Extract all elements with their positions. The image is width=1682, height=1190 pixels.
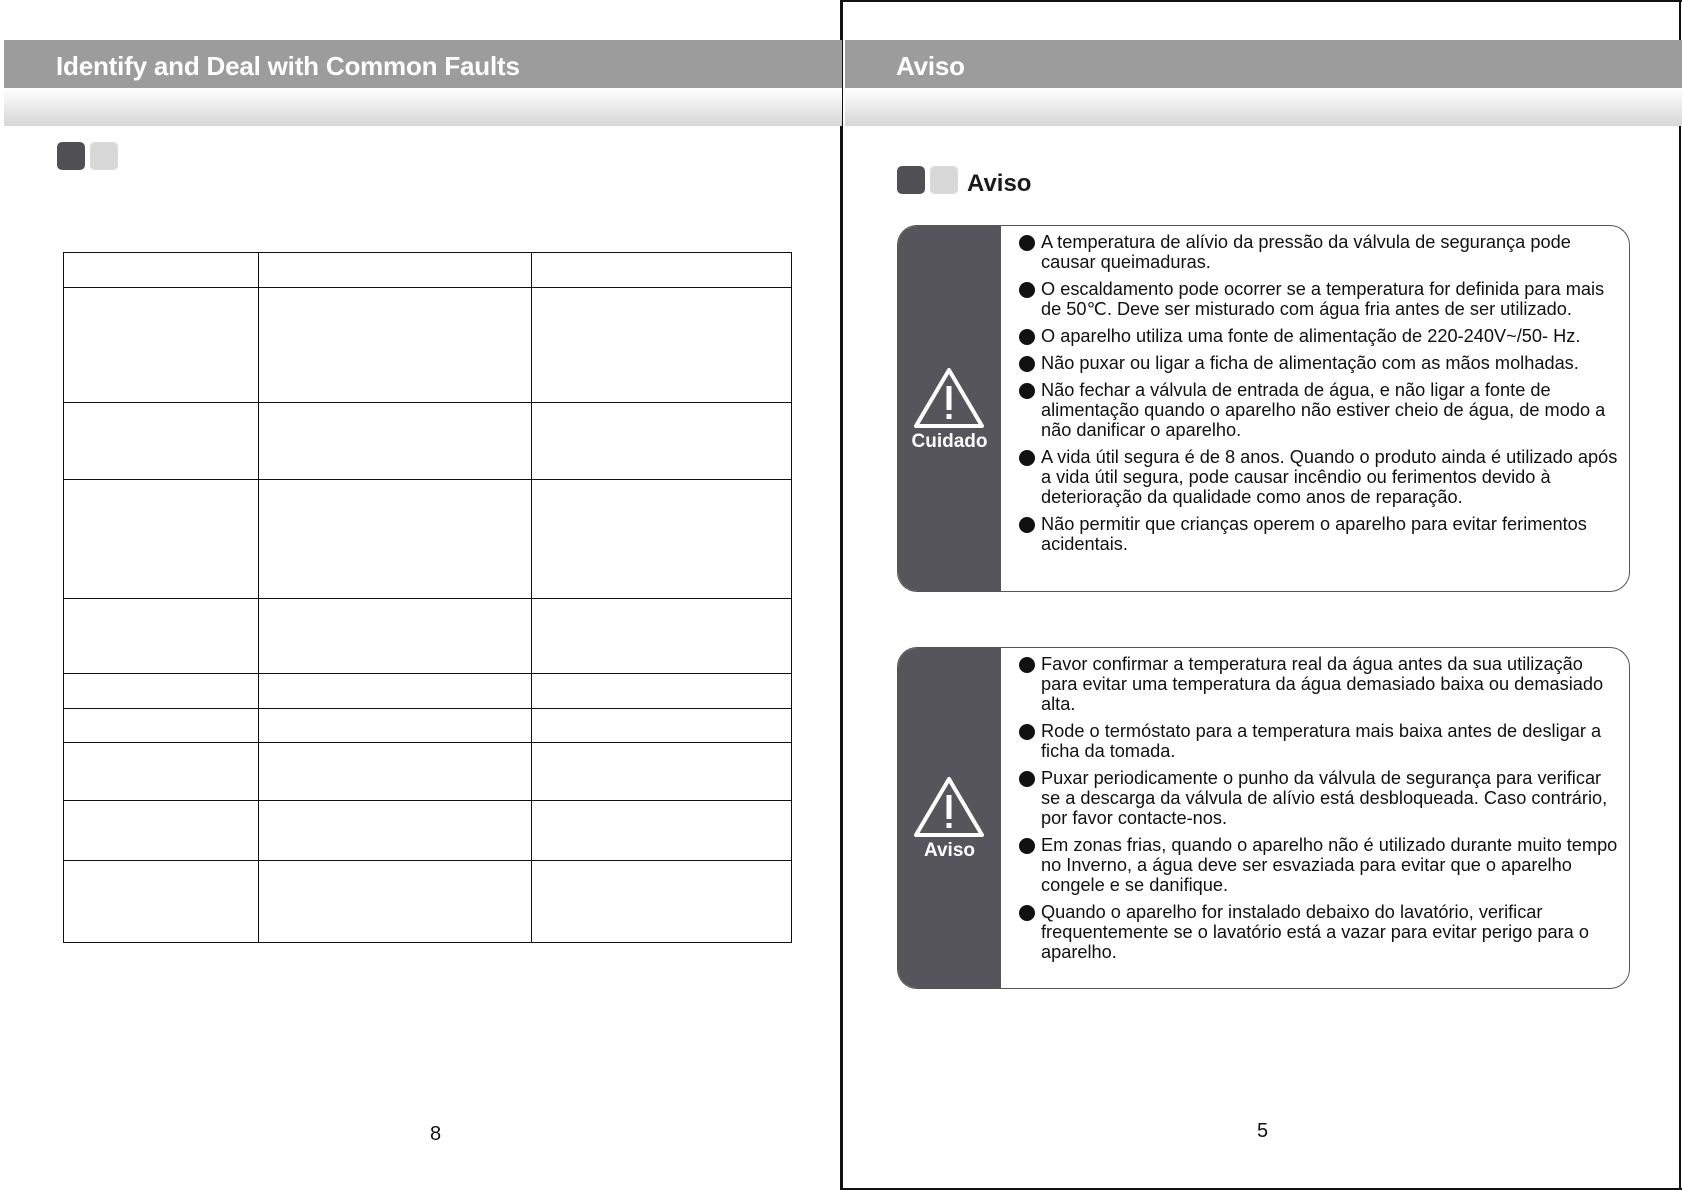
list-item: Favor confirmar a temperatura real da água antes da sua utilização para evitar uma temperatura da água demasiado baixa ou demasiado alta. [1019,654,1623,714]
list-item: A vida útil segura é de 8 anos. Quando o produto ainda é utilizado após a vida útil segura, pode causar incêndio ou ferimentos devido à deterioração da qualidade como anos de reparação. [1019,447,1623,507]
list-item: O aparelho utiliza uma fonte de alimentação de 220-240V~/50- Hz. [1019,326,1623,346]
caution-label: Cuidado [911,431,988,452]
right-shade-band [845,88,1682,126]
warning-list [1019,654,1623,969]
left-page-title: Identify and Deal with Common Faults [56,51,520,81]
table-row [64,480,792,599]
list-item: Quando o aparelho for instalado debaixo do lavatório, verificar frequentemente se o lavatório está a vazar para evitar perigo para o aparelho. [1019,902,1623,962]
list-item: O escaldamento pode ocorrer se a temperatura for definida para mais de 50℃. Deve ser misturado com água fria antes de ser utilizado. [1019,279,1623,319]
caution-box [897,225,1630,592]
table-row [64,861,792,943]
left-shade-band [4,88,842,126]
table-row [64,709,792,743]
table-row [64,253,792,288]
list-item: Não permitir que crianças operem o aparelho para evitar ferimentos acidentais. [1019,514,1623,554]
list-item: Puxar periodicamente o punho da válvula de segurança para verificar se a descarga da válvula de alívio está desbloqueada. Caso contrário, por favor contacte-nos. [1019,768,1623,828]
list-item: Não fechar a válvula de entrada de água, e não ligar a fonte de alimentação quando o aparelho não estiver cheio de água, de modo a não danificar o aparelho. [1019,380,1623,440]
section-marker-light-square [90,142,118,170]
page-divider [840,0,843,1190]
section-heading: Aviso [967,170,1032,197]
warning-label: Aviso [923,840,976,861]
warning-box [897,647,1630,989]
table-row [64,288,792,403]
right-header-band [845,40,1682,88]
table-row [64,801,792,861]
section-marker-dark-square [57,142,85,170]
section-marker-dark-square [897,166,925,194]
section-marker-light-square [930,166,958,194]
list-item: Rode o termóstato para a temperatura mais baixa antes de desligar a ficha da tomada. [1019,721,1623,761]
fault-table [63,252,792,943]
table-row [64,403,792,480]
table-row [64,743,792,801]
right-page-number: 5 [1257,1120,1269,1142]
table-row [64,674,792,709]
warning-triangle-icon [913,775,985,839]
right-page-title: Aviso [896,51,965,81]
right-page-side-border [1679,0,1681,1190]
list-item: Não puxar ou ligar a ficha de alimentação com as mãos molhadas. [1019,353,1623,373]
right-page-top-border [842,0,1682,2]
caution-list [1019,232,1623,561]
list-item: A temperatura de alívio da pressão da válvula de segurança pode causar queimaduras. [1019,232,1623,272]
list-item: Em zonas frias, quando o aparelho não é utilizado durante muito tempo no Inverno, a água deve ser esvaziada para evitar que o aparelho congele e se danifique. [1019,835,1623,895]
left-page-number: 8 [430,1123,442,1145]
warning-triangle-icon [913,366,985,430]
table-row [64,599,792,674]
